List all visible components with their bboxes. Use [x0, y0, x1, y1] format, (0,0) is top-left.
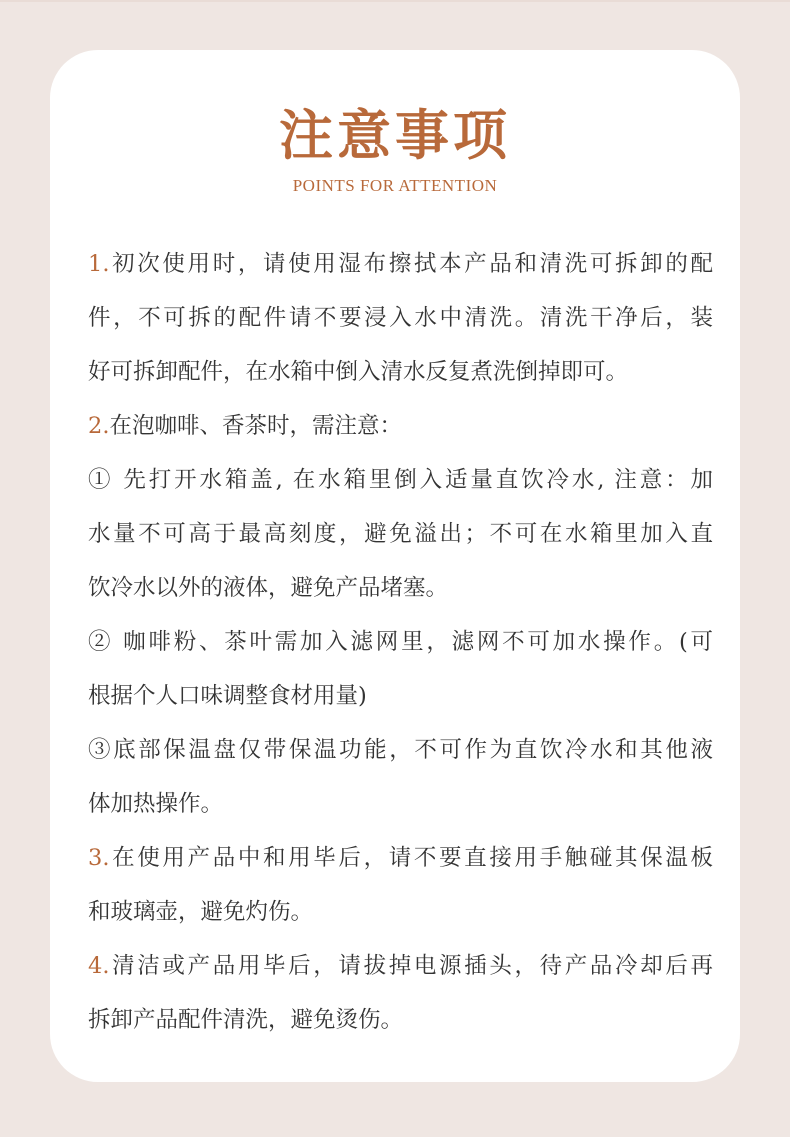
item-1-line-2: 件，不可拆的配件请不要浸入水中清洗。清洗干净后，装 — [88, 305, 713, 331]
item-number: 1. — [88, 251, 110, 277]
item-number: 3. — [88, 845, 110, 871]
subitem-2-line-2: 根据个人口味调整食材用量) — [88, 683, 367, 709]
subitem-1-line-2: 水量不可高于最高刻度，避免溢出；不可在水箱里加入直 — [88, 521, 713, 547]
page-subtitle: POINTS FOR ATTENTION — [292, 176, 498, 195]
top-divider — [0, 0, 790, 2]
item-3-line-1: 3.在使用产品中和用毕后，请不要直接用手触碰其保温板 — [88, 845, 713, 871]
subitem-3-line-1: ③底部保温盘仅带保温功能，不可作为直饮冷水和其他液 — [88, 737, 713, 763]
item-2-line-1: 2.在泡咖啡、香茶时，需注意： — [88, 413, 402, 439]
item-4-line-1: 4.清洁或产品用毕后，请拔掉电源插头，待产品冷却后再 — [88, 953, 713, 979]
subitem-2-line-1: ② 咖啡粉、茶叶需加入滤网里，滤网不可加水操作。(可 — [88, 629, 713, 655]
subitem-3-line-2: 体加热操作。 — [88, 791, 224, 817]
notice-content — [88, 237, 713, 1047]
item-number: 2. — [88, 413, 110, 439]
subitem-1-line-3: 饮冷水以外的液体，避免产品堵塞。 — [88, 575, 449, 601]
item-1-line-1: 1.初次使用时，请使用湿布擦拭本产品和清洗可拆卸的配 — [88, 251, 713, 277]
item-4-line-2: 拆卸产品配件清洗，避免烫伤。 — [88, 1007, 404, 1033]
item-number: 4. — [88, 953, 110, 979]
item-1-line-3: 好可拆卸配件，在水箱中倒入清水反复煮洗倒掉即可。 — [88, 359, 629, 385]
page-title: 注意事项 — [279, 103, 511, 167]
subitem-1-line-1: ① 先打开水箱盖, 在水箱里倒入适量直饮冷水, 注意：加 — [88, 467, 713, 493]
item-3-line-2: 和玻璃壶，避免灼伤。 — [88, 899, 314, 925]
